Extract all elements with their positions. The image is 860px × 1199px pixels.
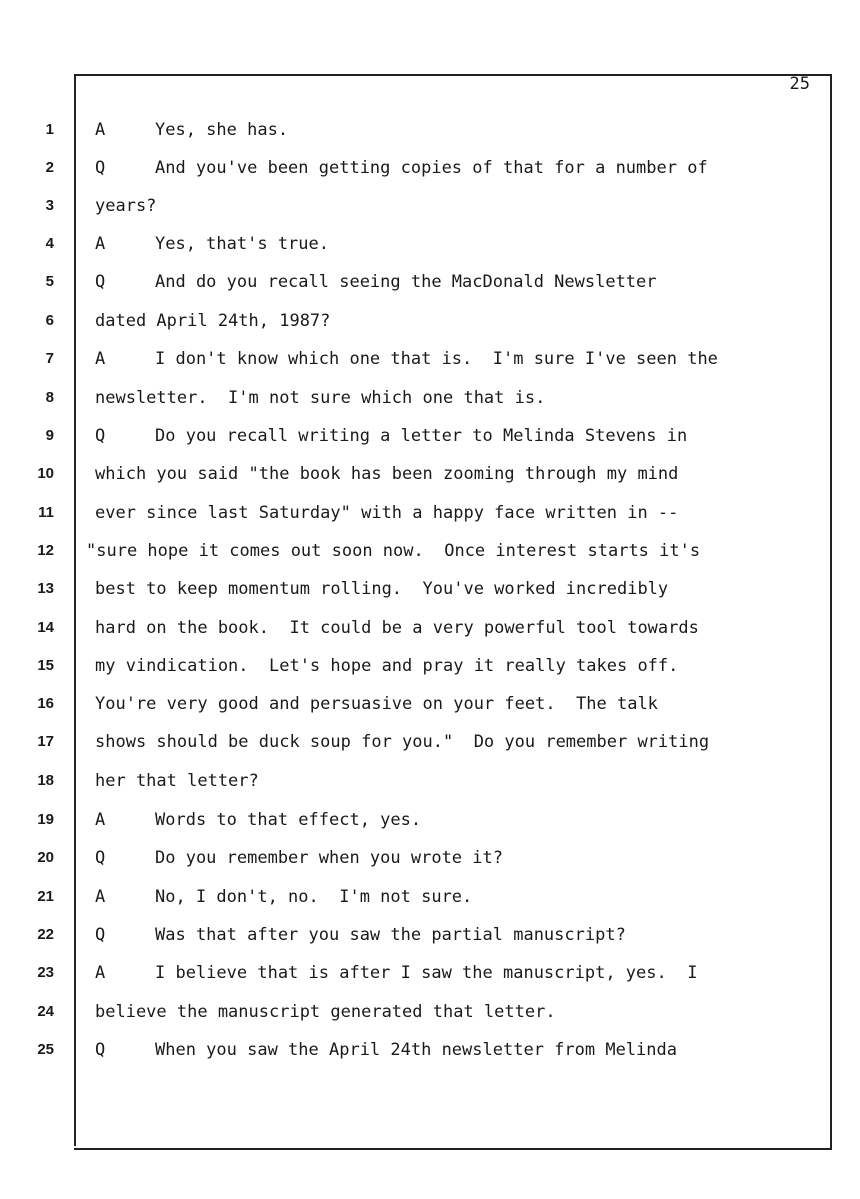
transcript-line bbox=[0, 730, 860, 768]
transcript-line bbox=[0, 232, 860, 270]
line-number: 5 bbox=[45, 273, 54, 290]
transcript-line bbox=[0, 424, 860, 462]
line-number: 18 bbox=[37, 772, 54, 789]
line-text: Do you recall writing a letter to Melinda Stevens in bbox=[155, 426, 688, 446]
line-number: 6 bbox=[45, 312, 54, 329]
line-text: Words to that effect, yes. bbox=[155, 810, 422, 830]
line-number: 4 bbox=[45, 235, 54, 252]
line-number: 9 bbox=[45, 427, 54, 444]
speaker-label: A bbox=[95, 810, 106, 830]
transcript-line bbox=[0, 347, 860, 385]
line-text: hard on the book. It could be a very powerful tool towards bbox=[95, 618, 699, 638]
transcript-line bbox=[0, 1000, 860, 1038]
page-number: 25 bbox=[789, 74, 810, 94]
line-text: You're very good and persuasive on your feet. The talk bbox=[95, 694, 658, 714]
line-text: And do you recall seeing the MacDonald Newsletter bbox=[155, 272, 657, 292]
speaker-label: Q bbox=[95, 426, 106, 446]
transcript-line bbox=[0, 501, 860, 539]
speaker-label: Q bbox=[95, 158, 106, 178]
transcript-line bbox=[0, 961, 860, 999]
line-text: I believe that is after I saw the manuscript, yes. I bbox=[155, 963, 698, 983]
transcript-line bbox=[0, 118, 860, 156]
line-text: ever since last Saturday" with a happy face written in -- bbox=[95, 503, 679, 523]
transcript-line bbox=[0, 808, 860, 846]
line-number: 14 bbox=[37, 619, 54, 636]
line-text: No, I don't, no. I'm not sure. bbox=[155, 887, 473, 907]
line-number: 19 bbox=[37, 811, 54, 828]
line-number: 21 bbox=[37, 888, 54, 905]
line-number: 7 bbox=[45, 350, 54, 367]
transcript-line bbox=[0, 692, 860, 730]
line-number: 11 bbox=[38, 504, 54, 521]
line-text: When you saw the April 24th newsletter from Melinda bbox=[155, 1040, 677, 1060]
line-number: 24 bbox=[37, 1003, 54, 1020]
line-number: 15 bbox=[37, 657, 54, 674]
line-text: Was that after you saw the partial manuscript? bbox=[155, 925, 626, 945]
line-number: 1 bbox=[45, 121, 54, 138]
line-number: 23 bbox=[37, 964, 54, 981]
transcript-line bbox=[0, 769, 860, 807]
line-number: 17 bbox=[37, 733, 54, 750]
transcript-line bbox=[0, 386, 860, 424]
transcript-line bbox=[0, 885, 860, 923]
line-number: 22 bbox=[37, 926, 54, 943]
line-text: my vindication. Let's hope and pray it really takes off. bbox=[95, 656, 679, 676]
speaker-label: A bbox=[95, 887, 106, 907]
speaker-label: Q bbox=[95, 925, 106, 945]
transcript-line bbox=[0, 1038, 860, 1076]
transcript-line bbox=[0, 616, 860, 654]
speaker-label: Q bbox=[95, 1040, 106, 1060]
transcript-line bbox=[0, 156, 860, 194]
line-text: Yes, that's true. bbox=[155, 234, 329, 254]
line-text: And you've been getting copies of that for a number of bbox=[155, 158, 708, 178]
line-number: 20 bbox=[37, 849, 54, 866]
transcript-line bbox=[0, 462, 860, 500]
speaker-label: A bbox=[95, 234, 106, 254]
line-number: 3 bbox=[45, 197, 54, 214]
transcript-line bbox=[0, 846, 860, 884]
speaker-label: Q bbox=[95, 848, 106, 868]
line-text: newsletter. I'm not sure which one that is. bbox=[95, 388, 546, 408]
line-number: 25 bbox=[37, 1041, 54, 1058]
line-text: "sure hope it comes out soon now. Once interest starts it's bbox=[86, 541, 701, 561]
line-text: best to keep momentum rolling. You've worked incredibly bbox=[95, 579, 669, 599]
transcript-line bbox=[0, 539, 860, 577]
line-text: Do you remember when you wrote it? bbox=[155, 848, 503, 868]
line-text: I don't know which one that is. I'm sure I've seen the bbox=[155, 349, 718, 369]
transcript-line bbox=[0, 270, 860, 308]
line-text: which you said "the book has been zooming through my mind bbox=[95, 464, 679, 484]
line-number: 8 bbox=[45, 389, 54, 406]
speaker-label: Q bbox=[95, 272, 106, 292]
line-number: 16 bbox=[37, 695, 54, 712]
line-text: dated April 24th, 1987? bbox=[95, 311, 331, 331]
line-text: believe the manuscript generated that letter. bbox=[95, 1002, 556, 1022]
transcript-line bbox=[0, 577, 860, 615]
line-number: 13 bbox=[37, 580, 54, 597]
transcript-line bbox=[0, 923, 860, 961]
speaker-label: A bbox=[95, 120, 106, 140]
line-number: 12 bbox=[37, 542, 54, 559]
line-text: her that letter? bbox=[95, 771, 259, 791]
speaker-label: A bbox=[95, 349, 106, 369]
speaker-label: A bbox=[95, 963, 106, 983]
line-text: Yes, she has. bbox=[155, 120, 289, 140]
line-number: 10 bbox=[37, 465, 54, 482]
transcript-line bbox=[0, 309, 860, 347]
line-text: shows should be duck soup for you." Do you remember writing bbox=[95, 732, 710, 752]
line-number: 2 bbox=[45, 159, 54, 176]
transcript-line bbox=[0, 654, 860, 692]
line-text: years? bbox=[95, 196, 157, 216]
transcript-line bbox=[0, 194, 860, 232]
